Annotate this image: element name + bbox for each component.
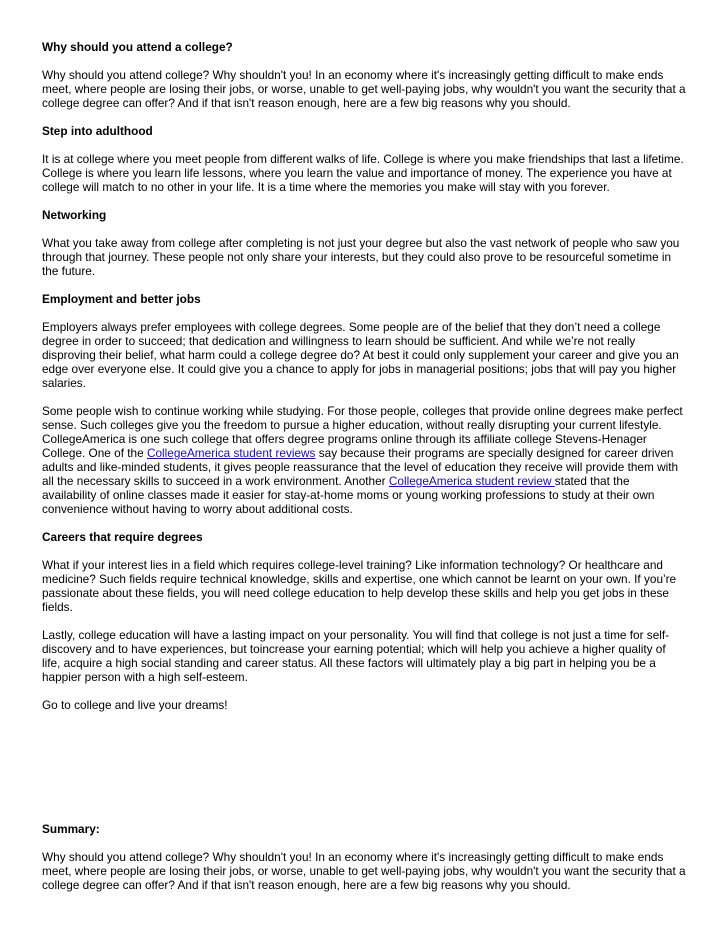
section-text-careers: What if your interest lies in a field which requires college-level training? Like information technology? Or healthcare and medicine? Such fields require technical knowledge, skills and expertise, one which cannot be learnt on your own. If you’re passionate about these fields, you will need college education to help develop these skills and help you get jobs in these fields. bbox=[42, 558, 677, 614]
online-text-part1: Some people wish to continue working while studying. For those people, colleges that provide online degrees make perfect sense. Such colleges give you the freedom to pursue a higher education, without really disrupting your current lifestyle. CollegeAmerica is one such college that offers degree programs online through its affiliate college Stevens-Henager College. One of the bbox=[42, 404, 683, 460]
section-heading-employment: Employment and better jobs bbox=[42, 292, 201, 306]
section-heading-careers: Careers that require degrees bbox=[42, 530, 203, 544]
online-text-part2: say because their programs are specially designed for career driven adults and like-minded students, it gives people reassurance that the level of education they receive will provide them with all the necessary skills to succeed in a work environment. Another bbox=[42, 446, 679, 488]
document-page bbox=[42, 40, 687, 892]
closing-line: Go to college and live your dreams! bbox=[42, 698, 228, 712]
document-title: Why should you attend a college? bbox=[42, 40, 233, 54]
section-text-networking: What you take away from college after completing is not just your degree but also the vast network of people who saw you through that journey. These people not only share your interests, but they could also prove to be resourceful sometime in the future. bbox=[42, 236, 680, 278]
summary-text: Why should you attend college? Why shouldn't you! In an economy where it's increasingly getting difficult to make ends meet, where people are losing their jobs, or worse, unable to get well-paying jobs, why wouldn't you want the security that a college degree can offer? And if that isn't reason enough, here are a few big reasons why you should. bbox=[42, 850, 686, 892]
section-text-employment: Employers always prefer employees with college degrees. Some people are of the belief that they don’t need a college degree in order to succeed; that dedication and willingness to learn should be sufficient. And while we’re not really disproving their belief, what harm could a college degree do? At best it could only supplement your career and give you an edge over everyone else. It could give you a chance to apply for jobs in managerial positions; jobs that will pay you higher salaries. bbox=[42, 320, 679, 390]
section-heading-networking: Networking bbox=[42, 208, 107, 222]
section-heading-adulthood: Step into adulthood bbox=[42, 124, 153, 138]
collegeamerica-reviews-link[interactable]: CollegeAmerica student reviews bbox=[146, 446, 316, 460]
summary-heading: Summary: bbox=[42, 822, 100, 836]
lastly-paragraph: Lastly, college education will have a lasting impact on your personality. You will find that college is not just a time for self-discovery and to have experiences, but toincrease your earning potential; which will help you achieve a higher quality of life, acquire a high social standing and career status. All these factors will ultimately play a big part in helping you be a happier person with a high self-esteem. bbox=[42, 628, 670, 684]
online-text-part3: stated that the availability of online classes made it easier for stay-at-home moms or young working professions to study at their own convenience without having to worry about additional costs. bbox=[42, 474, 655, 516]
intro-paragraph: Why should you attend college? Why shouldn't you! In an economy where it's increasingly getting difficult to make ends meet, where people are losing their jobs, or worse, unable to get well-paying jobs, why wouldn't you want the security that a college degree can offer? And if that isn't reason enough, here are a few big reasons why you should. bbox=[42, 68, 686, 110]
section-text-adulthood: It is at college where you meet people from different walks of life. College is where you make friendships that last a lifetime. College is where you learn life lessons, where you learn the value and importance of money. The experience you have at college will match to no other in your life. It is a time where the memories you make will stay with you forever. bbox=[42, 152, 684, 194]
online-degrees-paragraph bbox=[42, 404, 687, 516]
collegeamerica-review-link[interactable]: CollegeAmerica student review bbox=[388, 474, 555, 488]
